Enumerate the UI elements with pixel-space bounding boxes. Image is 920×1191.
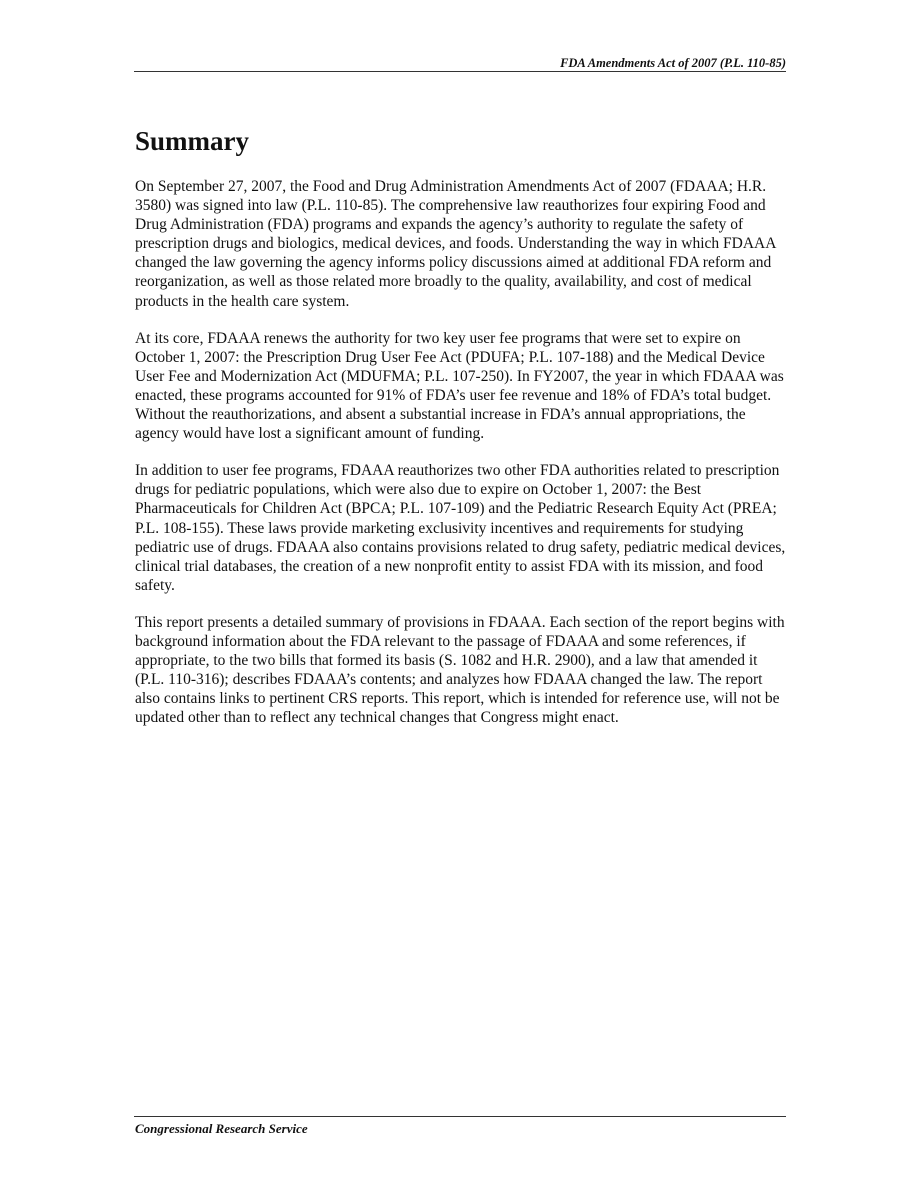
running-footer: Congressional Research Service <box>135 1121 308 1136</box>
paragraph-3: In addition to user fee programs, FDAAA reauthorizes two other FDA authorities related to prescription drugs for pediatric populations, which were also due to expire on October 1, 2007: the Best Pharmaceuticals for Children Act (BPCA; P.L. 107-109) and the Pediatric Research Equity Act (PREA; P.L. 108-155). These laws provide marketing exclusivity incentives and requirements for studying pediatric use of drugs. FDAAA also contains provisions related to drug safety, pediatric medical devices, clinical trial databases, the creation of a new nonprofit entity to assist FDA with its mission, and food safety. <box>135 462 786 594</box>
paragraph-1: On September 27, 2007, the Food and Drug Administration Amendments Act of 2007 (FDAAA; H.R. 3580) was signed into law (P.L. 110-85). The comprehensive law reauthorizes four expiring Food and Drug Administration (FDA) programs and expands the agency’s authority to regulate the safety of prescription drugs and biologics, medical devices, and foods. Understanding the way in which FDAAA changed the law governing the agency informs policy discussions aimed at additional FDA reform and reorganization, as well as those related more broadly to the quality, availability, and cost of medical products in the health care system. <box>135 178 776 310</box>
running-header: FDA Amendments Act of 2007 (P.L. 110-85) <box>560 56 786 70</box>
paragraph-2: At its core, FDAAA renews the authority for two key user fee programs that were set to expire on October 1, 2007: the Prescription Drug User Fee Act (PDUFA; P.L. 107-188) and the Medical Device User Fee and Modernization Act (MDUFMA; P.L. 107-250). In FY2007, the year in which FDAAA was enacted, these programs accounted for 91% of FDA’s user fee revenue and 18% of FDA’s total budget. Without the reauthorizations, and absent a substantial increase in FDA’s annual appropriations, the agency would have lost a significant amount of funding. <box>135 329 784 443</box>
header-divider <box>134 71 786 72</box>
summary-body <box>135 177 787 745</box>
page-title: Summary <box>135 126 249 156</box>
footer-divider <box>134 1116 786 1117</box>
paragraph-4: This report presents a detailed summary of provisions in FDAAA. Each section of the report begins with background information about the FDA relevant to the passage of FDAAA and some references, if appropriate, to the two bills that formed its basis (S. 1082 and H.R. 2900), and a law that amended it (P.L. 110-316); describes FDAAA’s contents; and analyzes how FDAAA changed the law. The report also contains links to pertinent CRS reports. This report, which is intended for reference use, will not be updated other than to reflect any technical changes that Congress might enact. <box>135 613 785 727</box>
